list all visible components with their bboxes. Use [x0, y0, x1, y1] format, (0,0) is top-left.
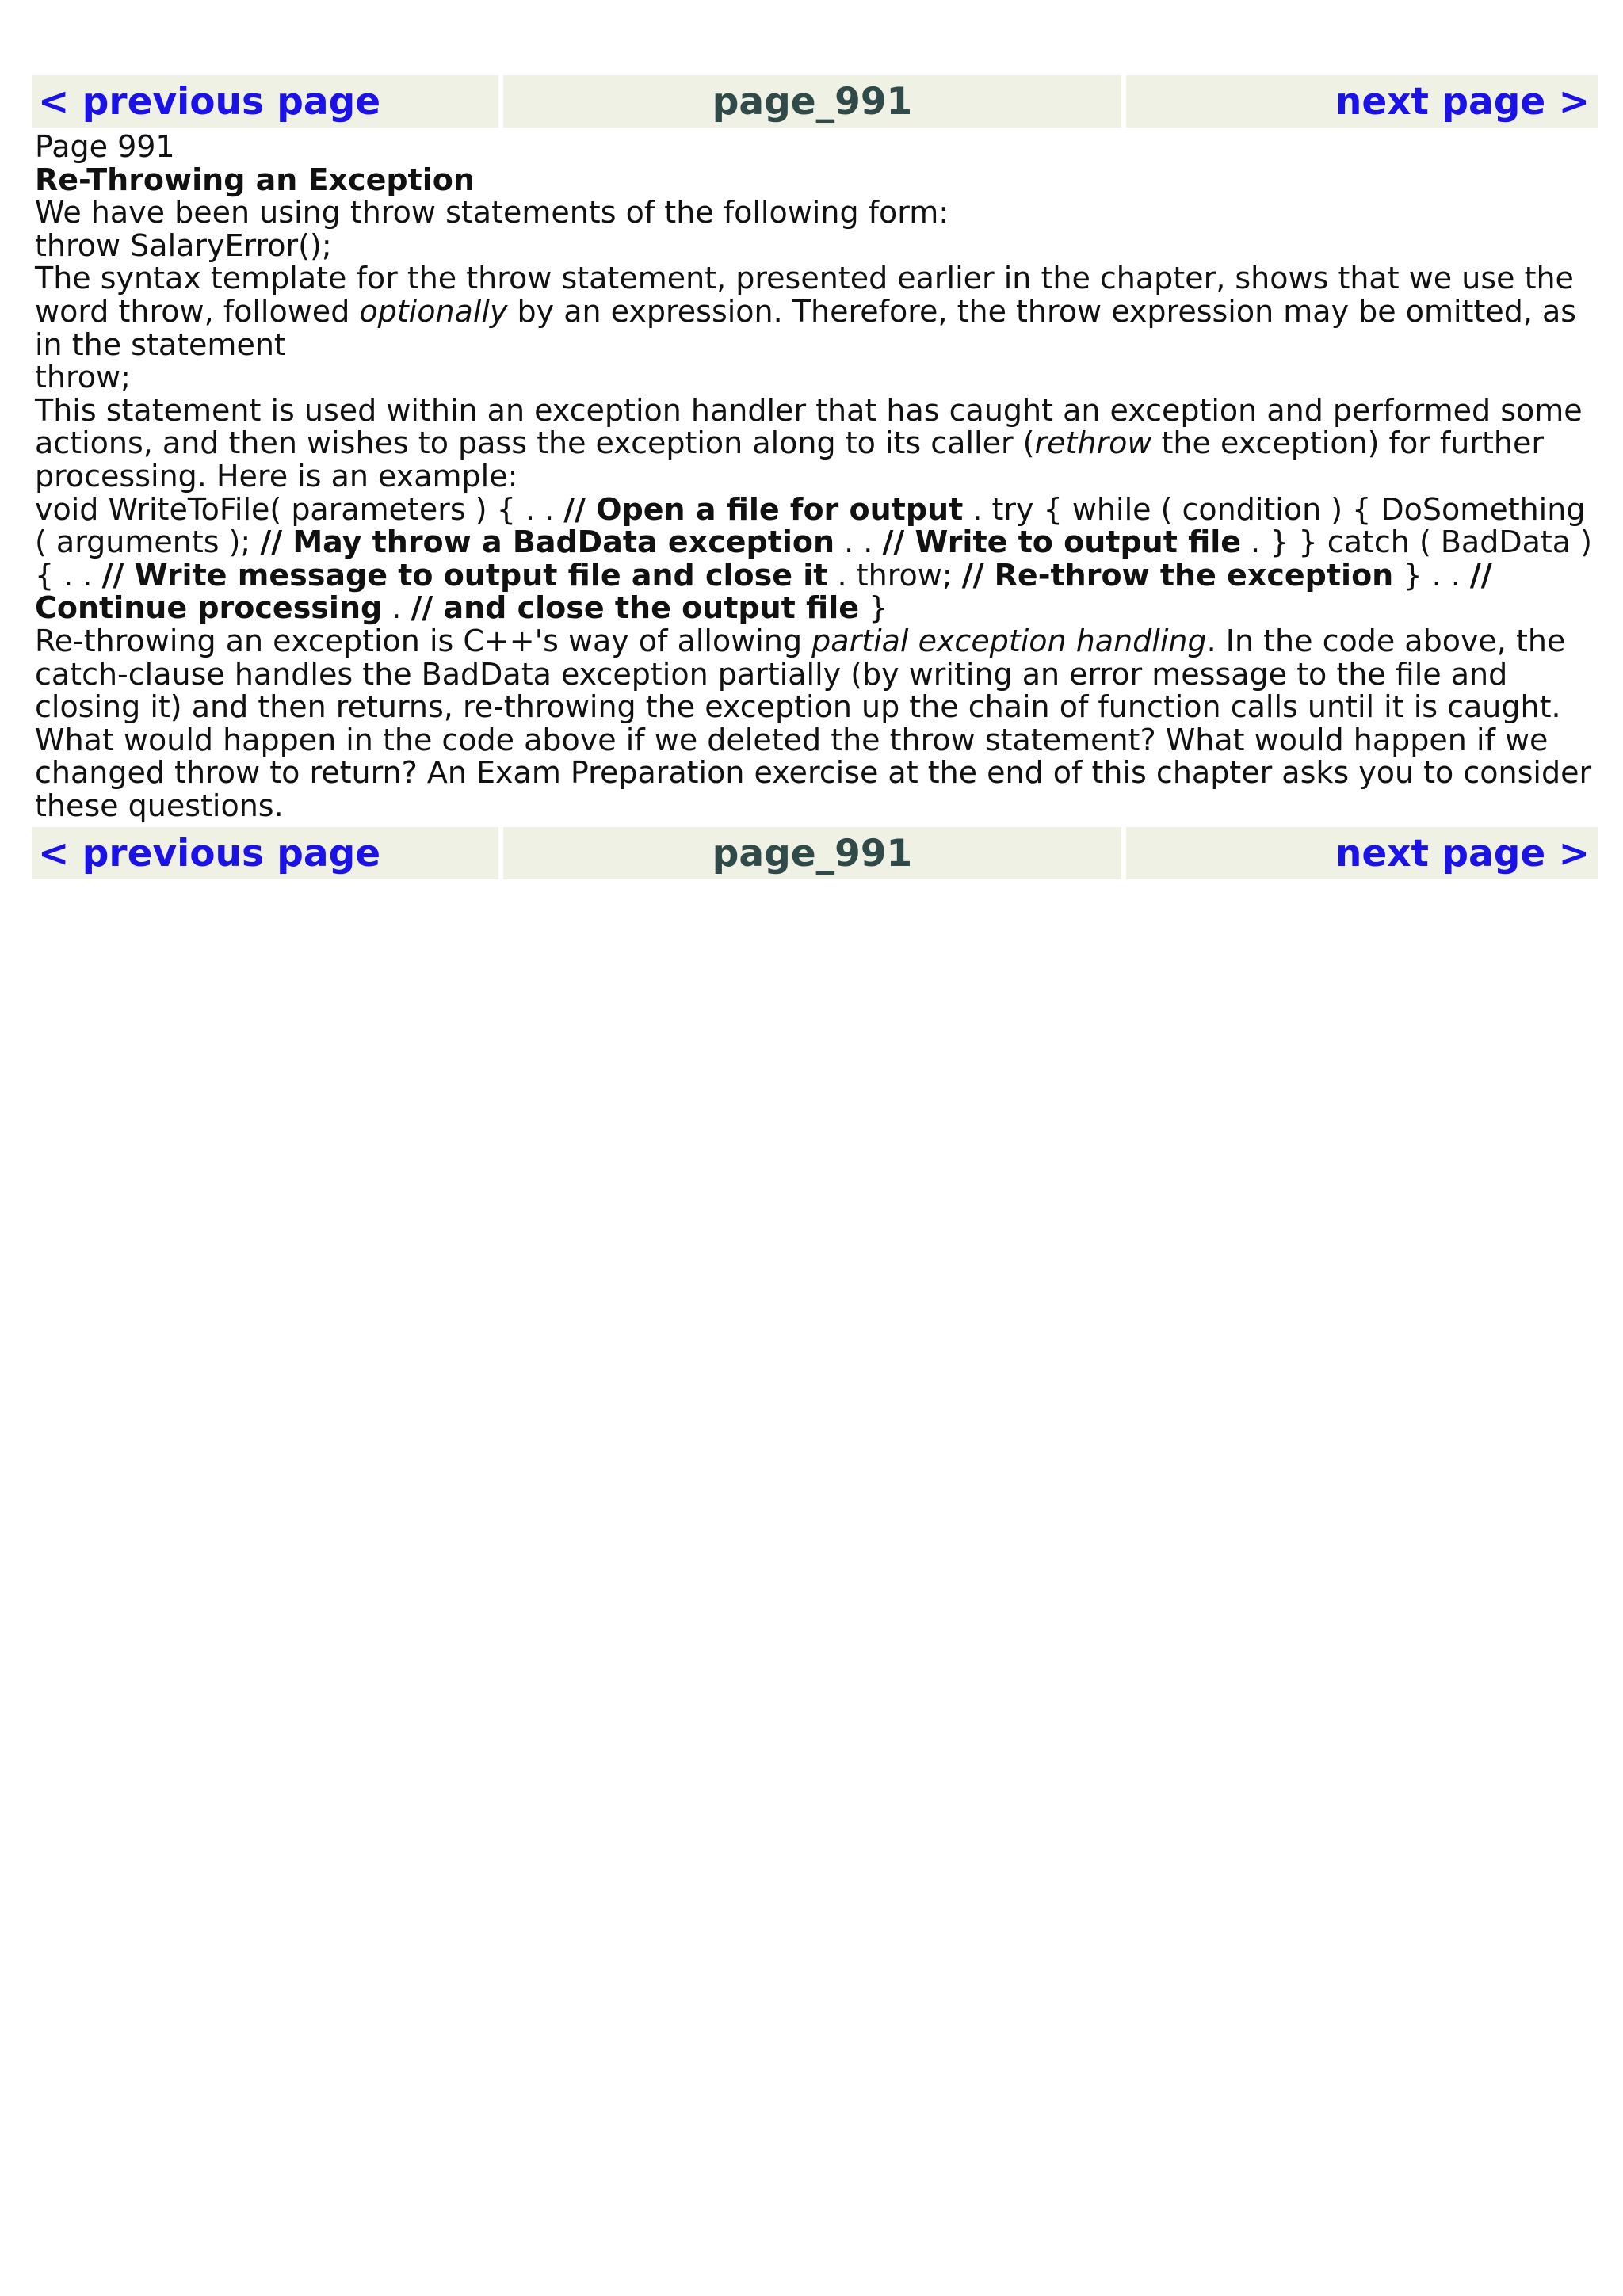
- code-comment: // Re-throw the exception: [961, 557, 1394, 593]
- bottom-navigation-bar: [32, 827, 1598, 879]
- top-navigation-bar: [32, 75, 1598, 128]
- paragraph-rethrow-part1: This statement is used within an exception handler that has caught an exception and performed some actions, and then wishes to pass the exception along to its caller (: [35, 392, 1583, 461]
- bottom-next-page-link[interactable]: next page >: [1335, 831, 1590, 875]
- document-page: [32, 75, 1598, 879]
- bottom-page-title-cell: [503, 827, 1121, 879]
- code-example: [35, 491, 1601, 626]
- code-segment: } . .: [1393, 557, 1470, 593]
- paragraph-partial-emphasis: partial exception handling: [812, 623, 1207, 658]
- paragraph-partial-handling: [35, 625, 1601, 724]
- code-segment: . .: [834, 524, 883, 560]
- top-previous-page-link[interactable]: < previous page: [38, 79, 381, 124]
- code-segment: . try { while ( condition ) { DoSomething ( arguments );: [35, 491, 1586, 560]
- paragraph-rethrow-emphasis: rethrow: [1034, 425, 1152, 461]
- top-next-cell: [1126, 75, 1598, 128]
- paragraph-syntax-emphasis: optionally: [359, 293, 508, 329]
- top-next-page-link[interactable]: next page >: [1335, 79, 1590, 124]
- paragraph-syntax: [35, 262, 1601, 361]
- code-segment: }: [859, 590, 888, 626]
- paragraph-rethrow-part2: the exception) for further processing. Here is an example:: [35, 425, 1544, 494]
- code-comment: // May throw a BadData exception: [260, 524, 835, 560]
- code-throw-salary-error: throw SalaryError();: [35, 227, 332, 263]
- paragraph-partial-part2: . In the code above, the catch-clause handles the BadData exception partially (by writing an error message to the file and closing it) and then returns, re-throwing the exception up the chain of function calls until it is caught.: [35, 623, 1566, 725]
- code-segment: . throw;: [827, 557, 962, 593]
- bottom-prev-cell: [32, 827, 498, 879]
- paragraph-questions: What would happen in the code above if we deleted the throw statement? What would happen if we changed throw to return? An Exam Preparation exercise at the end of this chapter asks you to consider these questions.: [35, 722, 1592, 823]
- code-comment: // Open a file for output: [563, 491, 964, 527]
- paragraph-partial-part1: Re-throwing an exception is C++'s way of allowing: [35, 623, 812, 658]
- section-heading: Re-Throwing an Exception: [35, 162, 475, 197]
- top-page-title-cell: [503, 75, 1121, 128]
- top-page-title: page_991: [712, 79, 913, 124]
- code-segment: void WriteToFile( parameters ) { . .: [35, 491, 564, 527]
- bottom-previous-page-link[interactable]: < previous page: [38, 831, 381, 875]
- code-comment: // Write message to output file and close it: [101, 557, 828, 593]
- code-comment: // Continue processing: [35, 557, 1492, 626]
- paragraph-intro: We have been using throw statements of the following form:: [35, 195, 949, 231]
- bottom-next-cell: [1126, 827, 1598, 879]
- paragraph-syntax-part2: by an expression. Therefore, the throw expression may be omitted, as in the statement: [35, 293, 1577, 362]
- code-comment: // Write to output file: [882, 524, 1242, 560]
- code-segment: . } } catch ( BadData ) { . .: [35, 524, 1592, 593]
- bottom-page-title: page_991: [712, 831, 913, 875]
- top-prev-cell: [32, 75, 498, 128]
- code-segment: .: [382, 590, 411, 626]
- paragraph-syntax-part1: The syntax template for the throw statement, presented earlier in the chapter, shows that we use the word throw, followed: [35, 261, 1574, 329]
- page-number: Page 991: [35, 129, 175, 164]
- page-content: [35, 131, 1601, 822]
- code-comment: // and close the output file: [411, 590, 860, 626]
- code-throw: throw;: [35, 360, 131, 395]
- paragraph-rethrow: [35, 392, 1601, 494]
